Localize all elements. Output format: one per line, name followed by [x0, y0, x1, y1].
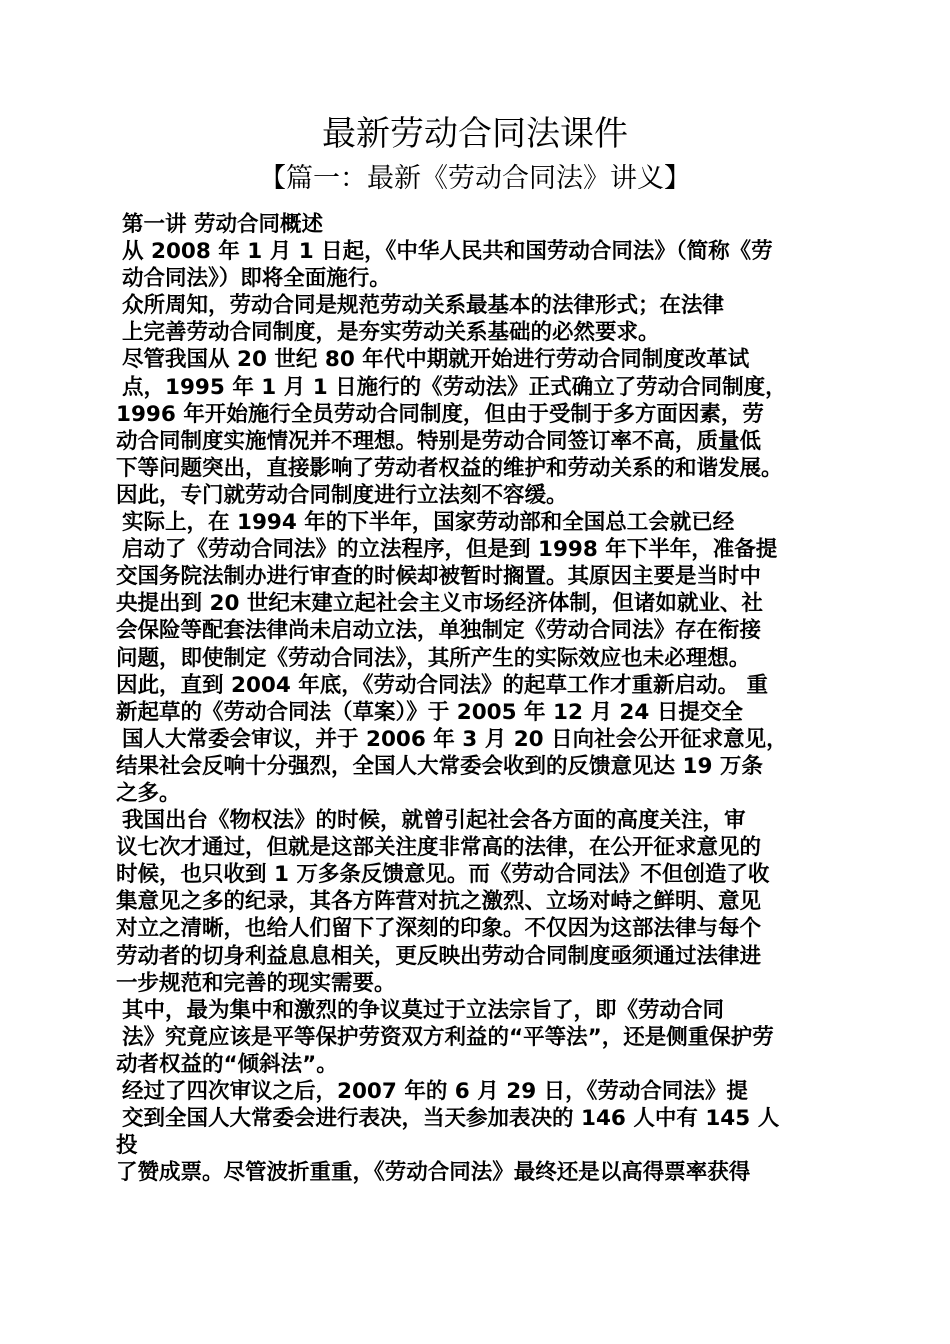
text-line: 之多。	[116, 780, 181, 806]
text-line: 点，1995 年 1 月 1 日施行的《劳动法》正式确立了劳动合同制度，	[122, 374, 787, 400]
text-line: 集意见之多的纪录，其各方阵营对抗之激烈、立场对峙之鲜明、意见	[116, 889, 762, 915]
text-line: 动合同法》）即将全面施行。	[122, 266, 391, 292]
text-line: 从 2008 年 1 月 1 日起，《中华人民共和国劳动合同法》（简称《劳	[122, 239, 773, 265]
text-line: 其中，最为集中和激烈的争议莫过于立法宗旨了，即《劳动合同	[122, 997, 725, 1023]
text-line: 法》究竟应该是平等保护劳资双方利益的“平等法”，还是侧重保护劳	[122, 1024, 774, 1050]
text-line: 经过了四次审议之后，2007 年的 6 月 29 日，《劳动合同法》提	[122, 1079, 748, 1104]
text-line: 动者权益的“倾斜法”。	[116, 1051, 338, 1077]
text-line: 时候，也只收到 1 万多条反馈意见。而《劳动合同法》不但创造了收	[116, 862, 770, 888]
text-line: 动合同制度实施情况并不理想。特别是劳动合同签订率不高，质量低	[116, 428, 762, 454]
text-line: 我国出台《物权法》的时候，就曾引起社会各方面的高度关注，审	[122, 808, 746, 834]
text-line: 央提出到 20 世纪末建立起社会主义市场经济体制，但诸如就业、社	[116, 591, 763, 617]
text-line: 因此，专门就劳动合同制度进行立法刻不容缓。	[116, 482, 568, 508]
text-line: 投	[116, 1133, 138, 1159]
text-line: 1996 年开始施行全员劳动合同制度，但由于受制于多方面因素，劳	[116, 401, 764, 427]
text-line: 交国务院法制办进行审查的时候却被暂时搁置。其原因主要是当时中	[116, 564, 762, 590]
text-line: 议七次才通过，但就是这部关注度非常高的法律，在公开征求意见的	[116, 835, 762, 861]
text-line: 了赞成票。尽管波折重重，《劳动合同法》最终还是以高得票率获得	[116, 1160, 751, 1186]
text-line: 对立之清晰，也给人们留下了深刻的印象。不仅因为这部法律与每个	[116, 916, 762, 942]
text-line: 国人大常委会审议，并于 2006 年 3 月 20 日向社会公开征求意见，	[122, 726, 788, 752]
text-line: 上完善劳动合同制度，是夯实劳动关系基础的必然要求。	[122, 320, 660, 346]
text-line: 会保险等配套法律尚未启动立法，单独制定《劳动合同法》存在衔接	[116, 618, 762, 644]
text-line: 结果社会反响十分强烈，全国人大常委会收到的反馈意见达 19 万条	[116, 753, 763, 779]
text-line: 问题，即使制定《劳动合同法》，其所产生的实际效应也未必理想。	[116, 645, 751, 671]
text-line: 因此，直到 2004 年底，《劳动合同法》的起草工作才重新启动。 重	[116, 672, 769, 698]
text-line: 新起草的《劳动合同法（草案）》于 2005 年 12 月 24 日提交全	[116, 699, 743, 725]
text-line: 实际上，在 1994 年的下半年，国家劳动部和全国总工会就已经	[122, 510, 735, 536]
document-subtitle: 【篇一：最新《劳动合同法》讲义】	[259, 163, 691, 194]
text-line: 第一讲 劳动合同概述	[122, 212, 323, 237]
text-line: 劳动者的切身利益息息相关，更反映出劳动合同制度亟须通过法律进	[116, 943, 762, 969]
text-line: 启动了《劳动合同法》的立法程序，但是到 1998 年下半年，准备提	[122, 537, 778, 563]
document-title: 最新劳动合同法课件	[322, 114, 628, 154]
text-line: 众所周知，劳动合同是规范劳动关系最基本的法律形式；在法律	[122, 293, 725, 319]
text-line: 一步规范和完善的现实需要。	[116, 970, 396, 996]
text-line: 尽管我国从 20 世纪 80 年代中期就开始进行劳动合同制度改革试	[122, 347, 750, 373]
text-line: 交到全国人大常委会进行表决，当天参加表决的 146 人中有 145 人	[122, 1106, 780, 1132]
text-line: 下等问题突出，直接影响了劳动者权益的维护和劳动关系的和谐发展。	[116, 455, 783, 481]
document-body	[116, 211, 856, 1186]
